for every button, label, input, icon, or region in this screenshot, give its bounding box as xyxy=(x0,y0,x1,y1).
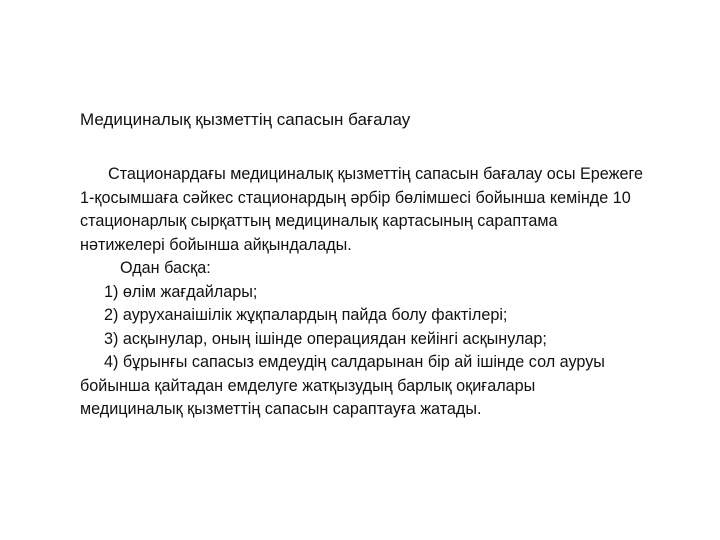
body-line: 1-қосымшаға сәйкес стационардың әрбір бөлімшесі бойынша кемінде 10 xyxy=(80,188,631,207)
body-line: нәтижелері бойынша айқындалады. xyxy=(80,235,352,254)
list-item: 1) өлім жағдайлары; xyxy=(104,282,258,301)
body-line: Стационардағы медициналық қызметтің сапасын бағалау осы Ережеге xyxy=(108,165,643,183)
body-line: бойынша қайтадан емделуге жатқызудың барлық оқиғалары xyxy=(80,376,536,395)
body-line: стационарлық сырқаттың медициналық картасының сараптама xyxy=(80,212,558,230)
list-item: 3) асқынулар, оның ішінде операциядан кейінгі асқынулар; xyxy=(104,329,547,348)
list-item: 2) ауруханаішілік жұқпалардың пайда болу фактілері; xyxy=(104,306,508,324)
slide-body xyxy=(80,163,720,422)
body-line: медициналық қызметтің сапасын сараптауға жатады. xyxy=(80,400,482,418)
list-item: 4) бұрынғы сапасыз емдеудің салдарынан бір ай ішінде сол ауруы xyxy=(104,353,605,371)
body-line: Одан басқа: xyxy=(120,259,211,277)
slide-title: Медициналық қызметтің сапасын бағалау xyxy=(80,110,411,129)
